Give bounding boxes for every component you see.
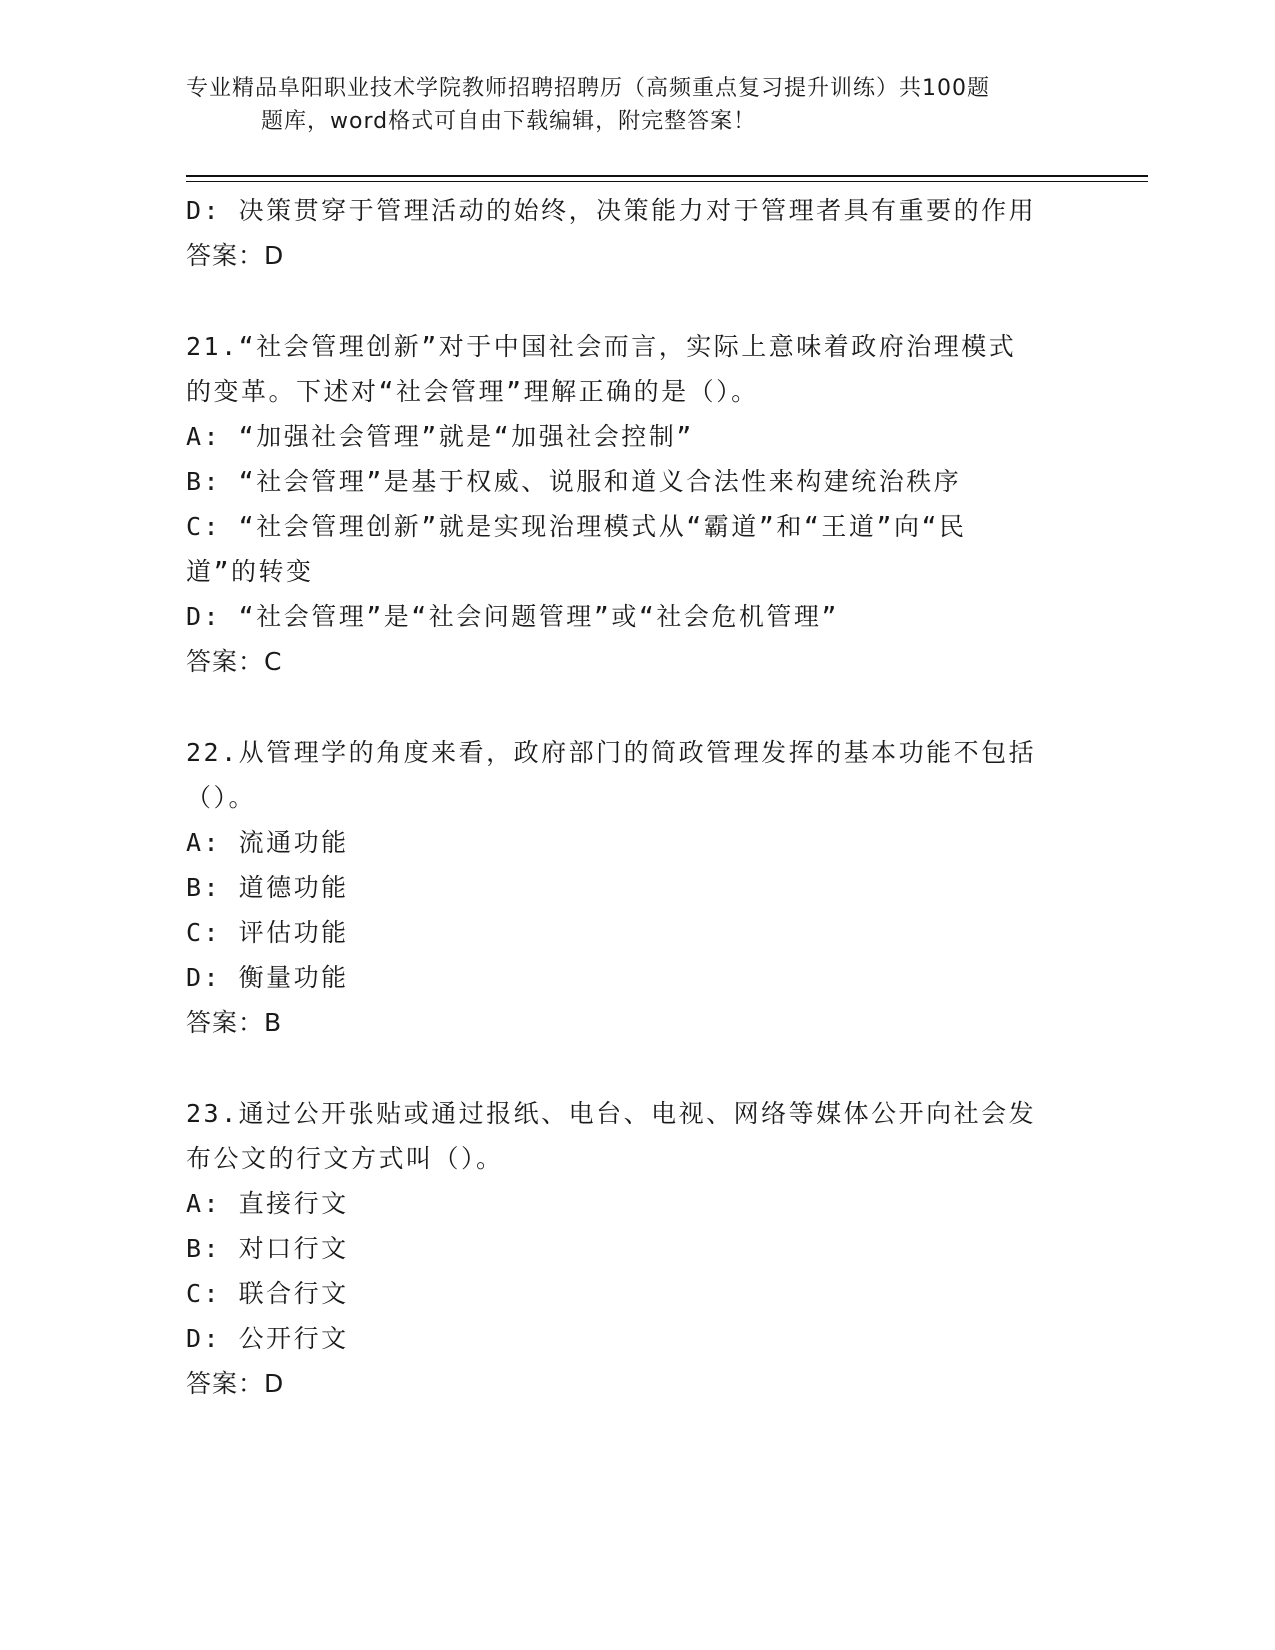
option-c: C: 评估功能	[186, 918, 349, 947]
document-header	[186, 72, 1086, 138]
question-22	[186, 730, 1106, 1045]
option-c: C: 联合行文	[186, 1279, 349, 1308]
question-stem: 22.从管理学的角度来看，政府部门的简政管理发挥的基本功能不包括	[186, 738, 1037, 767]
question-stem-continued: （）。	[186, 783, 257, 812]
option-a: A: “加强社会管理”就是“加强社会控制”	[186, 422, 694, 451]
header-divider-thick	[186, 175, 1148, 177]
question-stem-continued: 的变革。下述对“社会管理”理解正确的是（）。	[186, 377, 759, 406]
option-d: D: 决策贯穿于管理活动的始终，决策能力对于管理者具有重要的作用	[186, 196, 1037, 225]
option-d: D: 公开行文	[186, 1324, 349, 1353]
option-b: B: 道德功能	[186, 873, 349, 902]
option-a: A: 流通功能	[186, 828, 349, 857]
option-c-continued: 道”的转变	[186, 557, 314, 586]
option-b: B: 对口行文	[186, 1234, 349, 1263]
option-d: D: 衡量功能	[186, 963, 349, 992]
question-list	[186, 188, 1106, 1452]
header-title-line2: 题库，word格式可自由下载编辑，附完整答案！	[261, 109, 757, 134]
question-stem: 23.通过公开张贴或通过报纸、电台、电视、网络等媒体公开向社会发	[186, 1099, 1037, 1128]
header-divider-thin	[186, 181, 1148, 182]
answer-line: 答案：B	[186, 1008, 283, 1037]
question-20-tail	[186, 188, 1106, 278]
answer-line: 答案：D	[186, 241, 285, 270]
answer-line: 答案：C	[186, 647, 283, 676]
option-c: C: “社会管理创新”就是实现治理模式从“霸道”和“王道”向“民	[186, 512, 967, 541]
header-title-line1: 专业精品阜阳职业技术学院教师招聘招聘历（高频重点复习提升训练）共100题	[186, 76, 990, 101]
question-stem: 21.“社会管理创新”对于中国社会而言，实际上意味着政府治理模式	[186, 332, 1017, 361]
option-d: D: “社会管理”是“社会问题管理”或“社会危机管理”	[186, 602, 839, 631]
option-a: A: 直接行文	[186, 1189, 349, 1218]
option-b: B: “社会管理”是基于权威、说服和道义合法性来构建统治秩序	[186, 467, 962, 496]
question-21	[186, 324, 1106, 684]
question-23	[186, 1091, 1106, 1406]
answer-line: 答案：D	[186, 1369, 285, 1398]
question-stem-continued: 布公文的行文方式叫（）。	[186, 1144, 504, 1173]
